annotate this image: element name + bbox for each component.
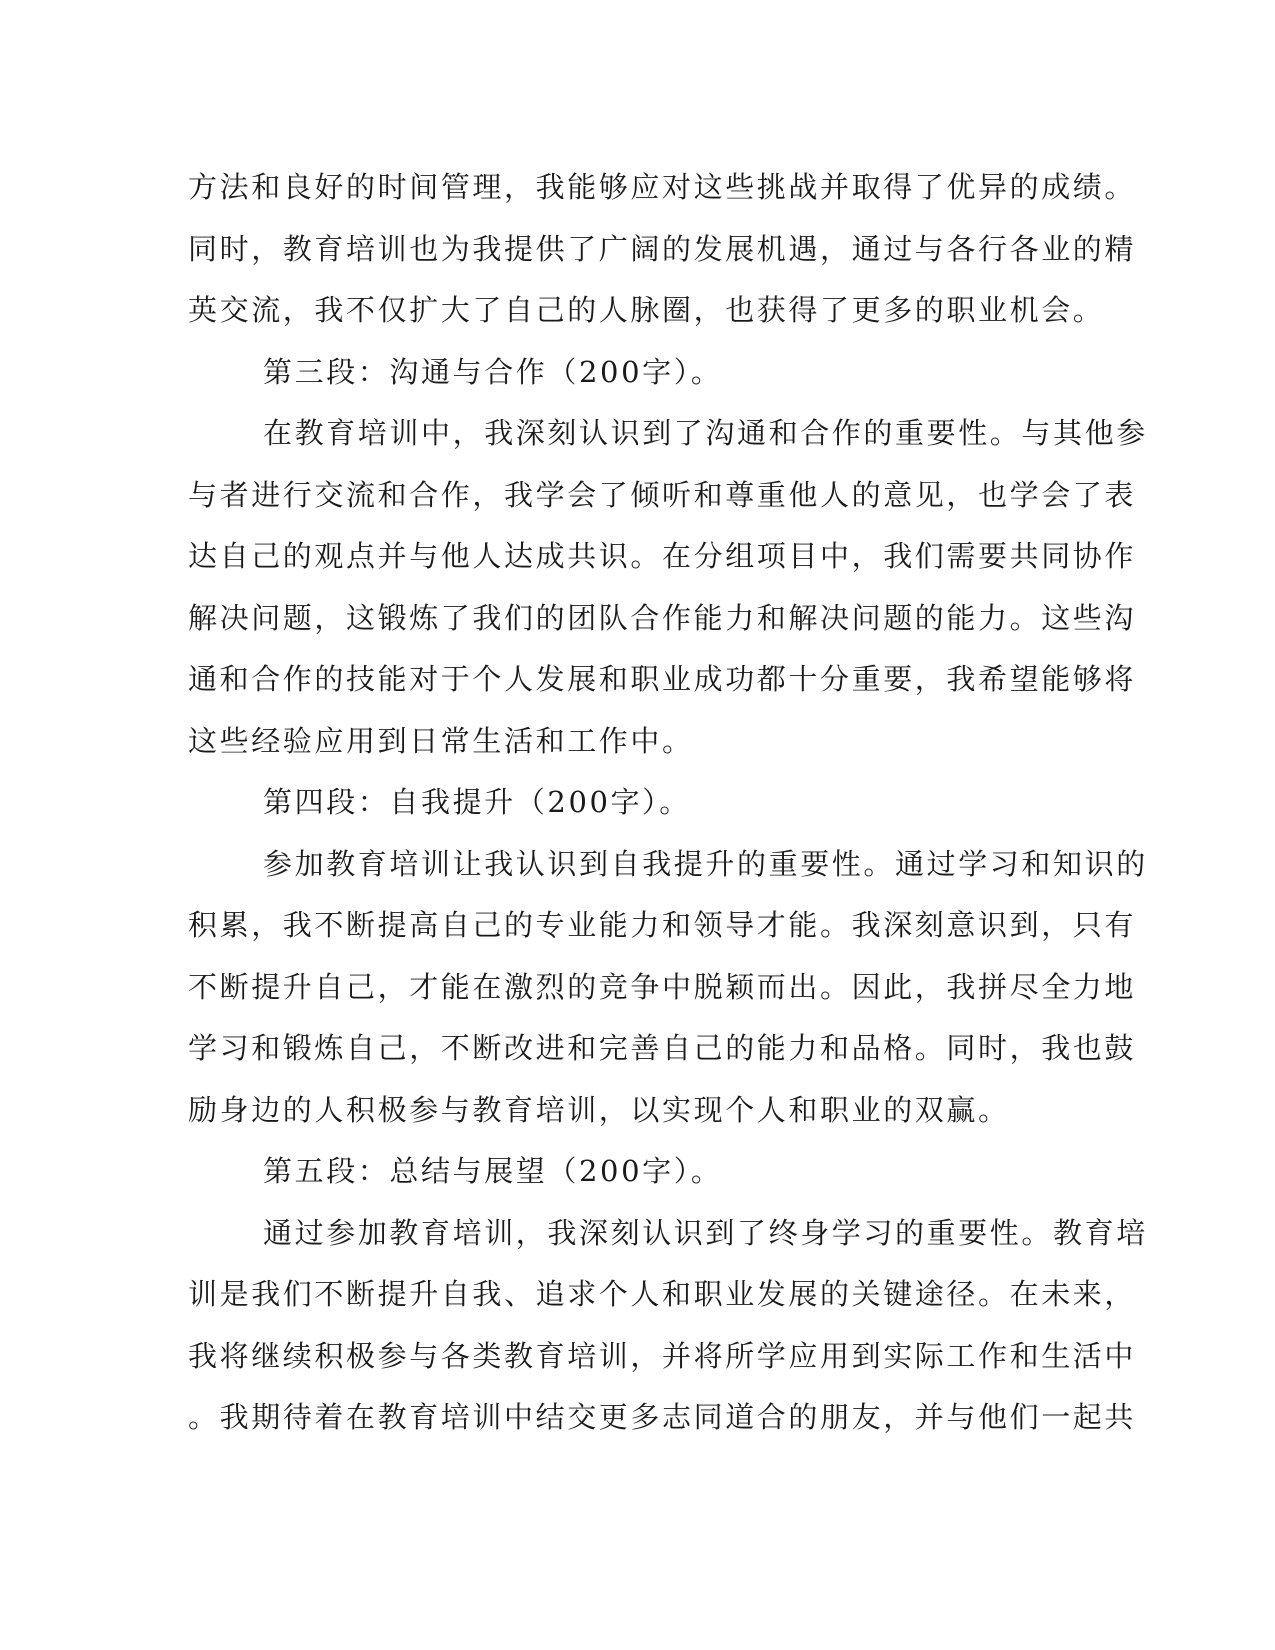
text-line-20: 我将继续积极参与各类教育培训，并将所学应用到实际工作和生活中 bbox=[188, 1338, 1137, 1373]
text-line-1: 方法和良好的时间管理，我能够应对这些挑战并取得了优异的成绩。 bbox=[188, 170, 1137, 204]
text-line-21: 。我期待着在教育培训中结交更多志同道合的朋友，并与他们一起共 bbox=[188, 1400, 1137, 1434]
text-line-14: 不断提升自己，才能在激烈的竞争中脱颖而出。因此，我拼尽全力地 bbox=[188, 969, 1137, 1004]
document-page bbox=[188, 157, 1148, 1449]
text-line-10: 这些经验应用到日常生活和工作中。 bbox=[188, 723, 694, 758]
text-line-12: 参加教育培训让我认识到自我提升的重要性。通过学习和知识的 bbox=[263, 846, 1148, 881]
text-line-8: 解决问题，这锻炼了我们的团队合作能力和解决问题的能力。这些沟 bbox=[188, 600, 1137, 635]
text-line-2: 同时，教育培训也为我提供了广阔的发展机遇，通过与各行各业的精 bbox=[188, 231, 1137, 266]
section-heading-3: 第三段：沟通与合作（200字）。 bbox=[263, 354, 723, 389]
section-heading-4: 第四段：自我提升（200字）。 bbox=[263, 785, 691, 819]
text-line-19: 训是我们不断提升自我、追求个人和职业发展的关键途径。在未来， bbox=[188, 1277, 1137, 1311]
text-line-15: 学习和锻炼自己，不断改进和完善自己的能力和品格。同时，我也鼓 bbox=[188, 1031, 1137, 1065]
text-line-7: 达自己的观点并与他人达成共识。在分组项目中，我们需要共同协作 bbox=[188, 539, 1137, 573]
text-line-18: 通过参加教育培训，我深刻认识到了终身学习的重要性。教育培 bbox=[263, 1215, 1148, 1250]
text-line-13: 积累，我不断提高自己的专业能力和领导才能。我深刻意识到，只有 bbox=[188, 908, 1137, 942]
text-line-5: 在教育培训中，我深刻认识到了沟通和合作的重要性。与其他参 bbox=[263, 416, 1148, 450]
text-line-3: 英交流，我不仅扩大了自己的人脉圈，也获得了更多的职业机会。 bbox=[188, 293, 1105, 327]
section-heading-5: 第五段：总结与展望（200字）。 bbox=[263, 1154, 723, 1188]
text-line-16: 励身边的人积极参与教育培训，以实现个人和职业的双赢。 bbox=[188, 1092, 1010, 1127]
text-line-9: 通和合作的技能对于个人发展和职业成功都十分重要，我希望能够将 bbox=[188, 662, 1137, 696]
text-line-6: 与者进行交流和合作，我学会了倾听和尊重他人的意见，也学会了表 bbox=[188, 477, 1137, 512]
